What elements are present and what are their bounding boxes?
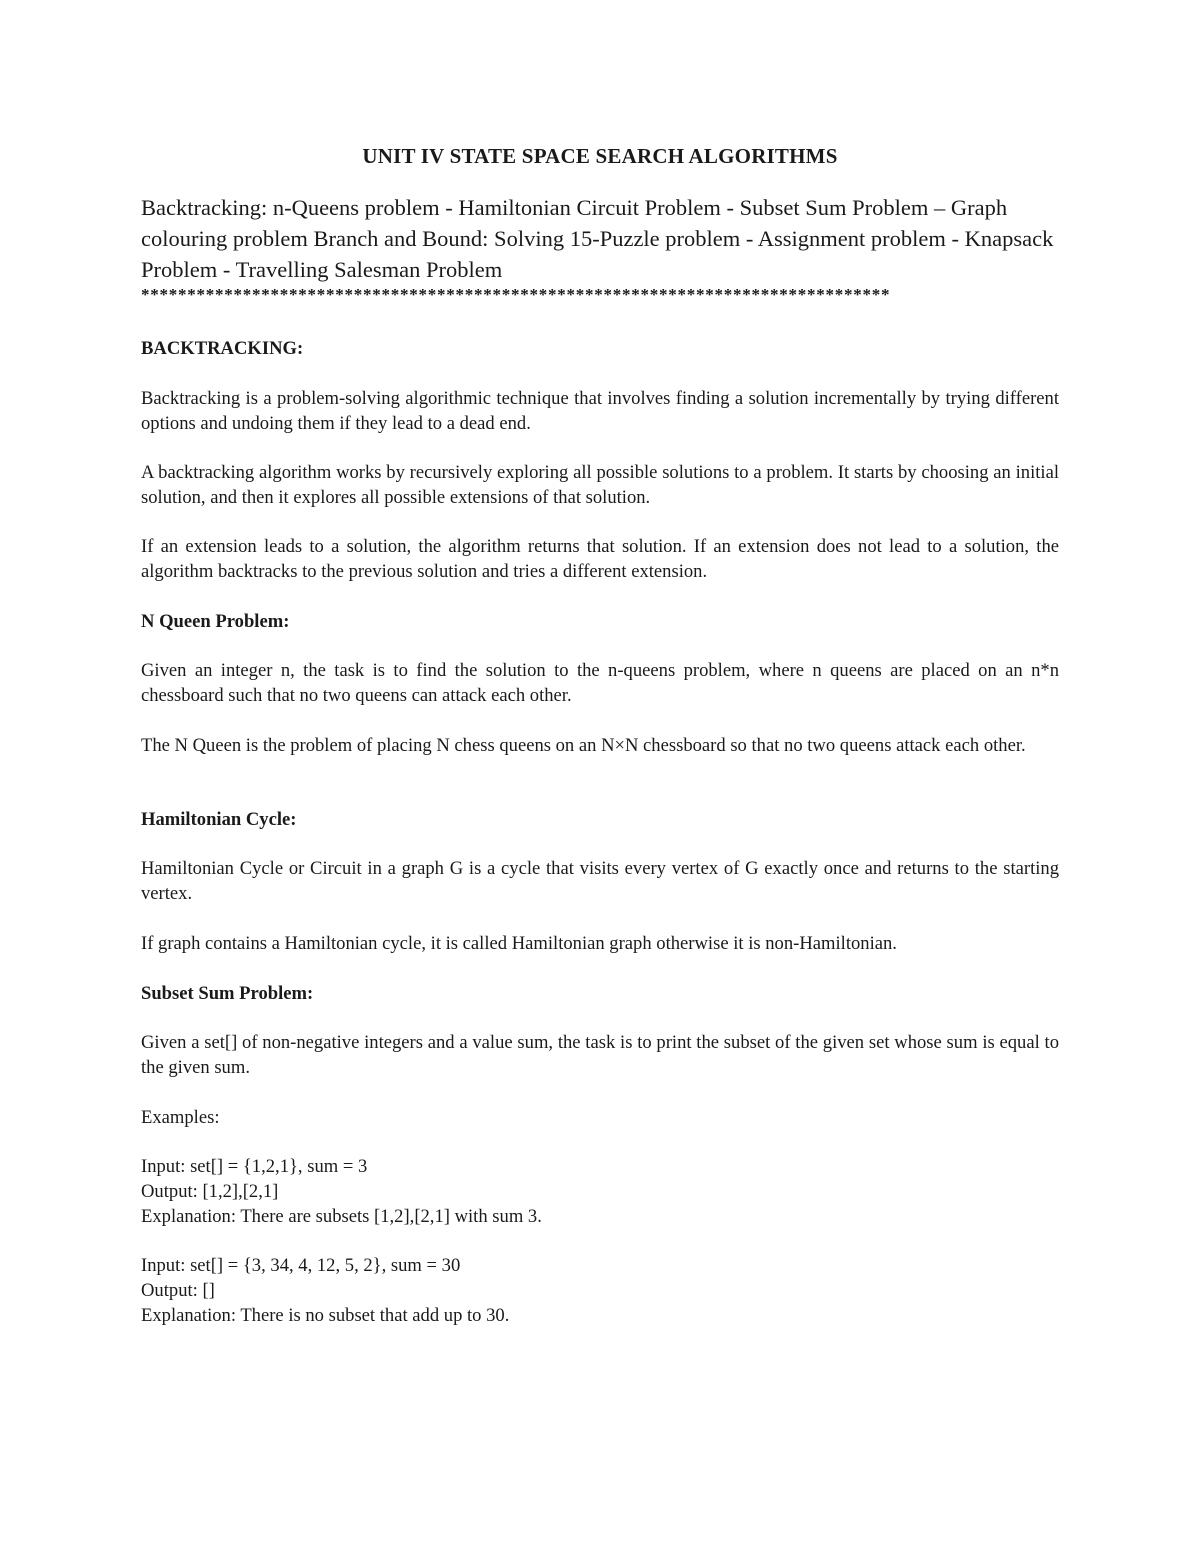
backtracking-heading: BACKTRACKING: <box>141 338 304 359</box>
backtracking-paragraph-3: If an extension leads to a solution, the algorithm returns that solution. If an extension does not lead to a solution, the algorithm backtracks to the previous solution and tries a different extension. <box>141 536 1059 582</box>
example-1-output: Output: [1,2],[2,1] <box>141 1181 279 1202</box>
example-2-output: Output: [] <box>141 1280 215 1301</box>
example-1-explanation: Explanation: There are subsets [1,2],[2,1] with sum 3. <box>141 1206 542 1227</box>
hamiltonian-paragraph-1: Hamiltonian Cycle or Circuit in a graph G is a cycle that visits every vertex of G exactly once and returns to the starting vertex. <box>141 858 1059 904</box>
hamiltonian-paragraph-2: If graph contains a Hamiltonian cycle, it is called Hamiltonian graph otherwise it is non-Hamiltonian. <box>141 933 897 954</box>
syllabus-text: Backtracking: n-Queens problem - Hamiltonian Circuit Problem - Subset Sum Problem – Graph colouring problem Branch and Bound: Solving 15-Puzzle problem - Assignment problem - Knapsack Problem - Travelling Salesman Problem <box>141 195 1054 282</box>
example-1-input: Input: set[] = {1,2,1}, sum = 3 <box>141 1156 368 1177</box>
nqueen-paragraph-2: The N Queen is the problem of placing N chess queens on an N×N chessboard so that no two queens attack each other. <box>141 735 1026 756</box>
subset-paragraph-1: Given a set[] of non-negative integers and a value sum, the task is to print the subset of the given set whose sum is equal to the given sum. <box>141 1032 1059 1078</box>
backtracking-paragraph-1: Backtracking is a problem-solving algorithmic technique that involves finding a solution incrementally by trying different options and undoing them if they lead to a dead end. <box>141 388 1059 434</box>
separator-line: ********************************************************************************* <box>141 285 891 304</box>
hamiltonian-heading: Hamiltonian Cycle: <box>141 809 297 830</box>
example-2-input: Input: set[] = {3, 34, 4, 12, 5, 2}, sum = 30 <box>141 1255 461 1276</box>
example-1 <box>141 1154 1059 1229</box>
subset-heading: Subset Sum Problem: <box>141 983 314 1004</box>
examples-label: Examples: <box>141 1107 220 1128</box>
example-2 <box>141 1253 1059 1328</box>
nqueen-heading: N Queen Problem: <box>141 611 290 632</box>
example-2-explanation: Explanation: There is no subset that add up to 30. <box>141 1305 510 1326</box>
nqueen-paragraph-1: Given an integer n, the task is to find the solution to the n-queens problem, where n queens are placed on an n*n chessboard such that no two queens can attack each other. <box>141 660 1059 706</box>
unit-title: UNIT IV STATE SPACE SEARCH ALGORITHMS <box>362 144 838 168</box>
backtracking-paragraph-2: A backtracking algorithm works by recursively exploring all possible solutions to a problem. It starts by choosing an initial solution, and then it explores all possible extensions of that solution. <box>141 462 1059 508</box>
